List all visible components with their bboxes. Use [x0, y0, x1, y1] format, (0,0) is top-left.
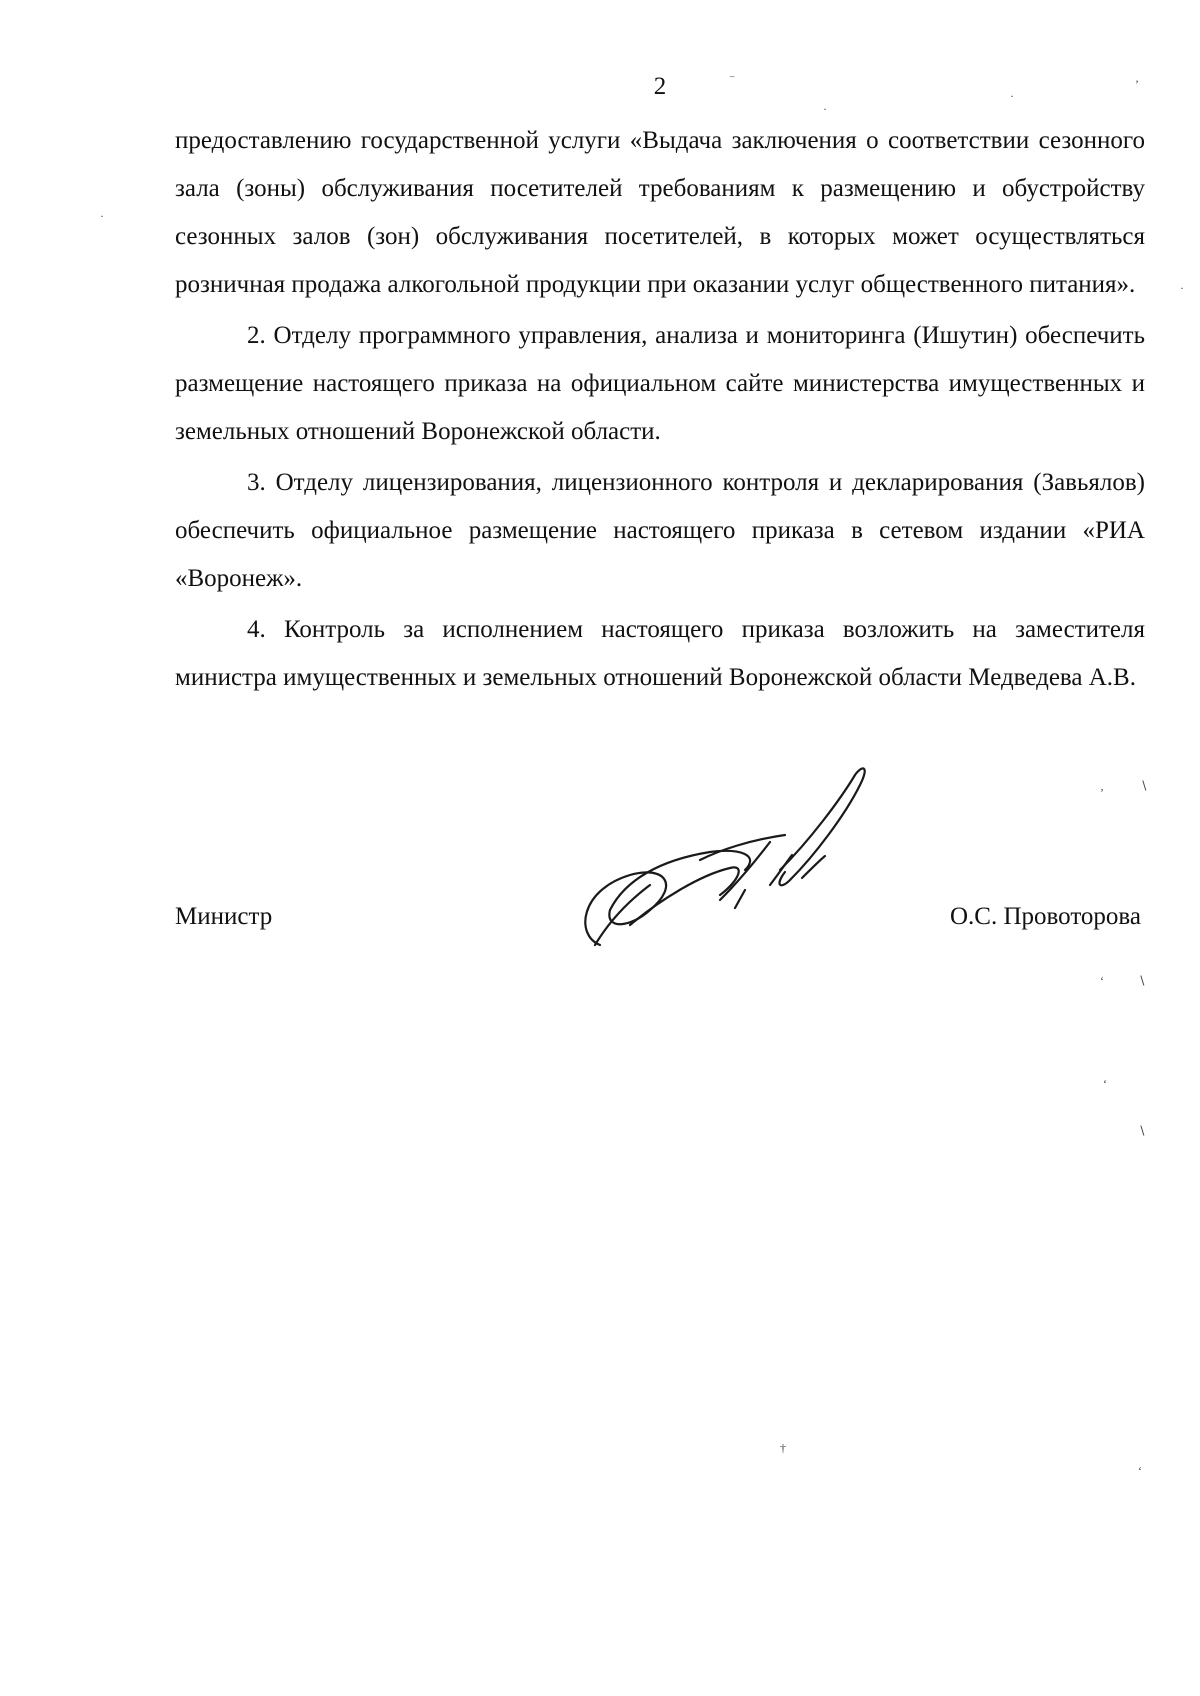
page-number: 2 — [653, 73, 667, 100]
paragraph-continuation: предоставлению государственной услуги «Выдача заключения о соответствии сезонного зала (зоны) обслуживания посетителей требованиям к размещению и обустройству сезонных залов (зон) обслуживания посетителей, в которых может осуществляться розничная продажа алкогольной продукции при оказании услуг общественного питания». — [175, 127, 1145, 298]
signature-row — [175, 897, 1145, 937]
document-body — [175, 117, 1145, 702]
scan-speck: · — [1010, 89, 1014, 103]
paragraph-4: 4. Контроль за исполнением настоящего приказа возложить на заместителя министра имущественных и земельных отношений Воронежской области Медведева А.В. — [175, 616, 1145, 691]
scan-speck: † — [780, 1441, 786, 1455]
scan-speck: ∖ — [1138, 1124, 1146, 1138]
scan-speck: ‘ — [1100, 974, 1104, 988]
paragraph-3: 3. Отделу лицензирования, лицензионного контроля и декларирования (Завьялов) обеспечить официальное размещение настоящего приказа в сетевом издании «РИА «Воронеж». — [175, 469, 1145, 592]
paragraph-2: 2. Отделу программного управления, анализа и мониторинга (Ишутин) обеспечить размещение настоящего приказа на официальном сайте министерства имущественных и земельных отношений Воронежской области. — [175, 322, 1145, 445]
signatory-title: Министр — [175, 903, 273, 930]
scan-speck: · — [1180, 281, 1184, 295]
scan-speck: · — [100, 209, 104, 223]
scan-speck: ∖ — [1138, 974, 1146, 988]
scan-speck: · — [823, 102, 827, 116]
scan-speck: ’ — [1135, 77, 1139, 91]
scan-speck: ‘ — [1138, 1464, 1142, 1478]
scan-speck: ∖ — [1140, 779, 1148, 793]
scan-speck: ⁻ — [729, 72, 736, 86]
signatory-name: О.С. Провоторова — [949, 903, 1141, 930]
scan-speck: ‘ — [1103, 1077, 1107, 1091]
scan-speck: ‚ — [1100, 779, 1104, 793]
